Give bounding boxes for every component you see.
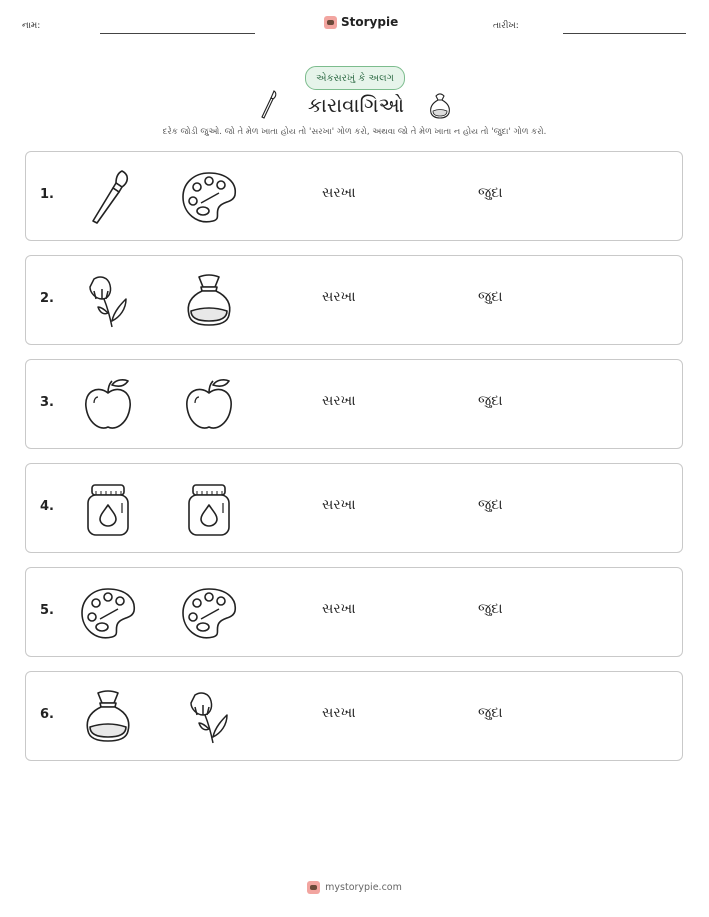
footer [0, 881, 709, 894]
instruction-text: દરેક જોડી જુઓ. જો તે મેળ ખાતા હોય તો 'સરખા' ગોળ કરો, અથવા જો તે મેળ ખાતા ન હોય તો 'જુદા' ગોળ કરો. [162, 127, 547, 137]
question-row [25, 567, 683, 657]
apple-icon [78, 375, 138, 435]
ink-jar-icon [179, 479, 239, 539]
paintbrush-icon [78, 167, 138, 227]
brand-logo [324, 15, 398, 29]
date-label: તારીખ: [493, 21, 519, 31]
different-option[interactable]: જુદા [478, 497, 503, 513]
question-number: 6. [40, 707, 54, 722]
brand-name: Storypie [341, 15, 399, 29]
palette-icon [78, 583, 138, 643]
same-option[interactable]: સરખા [322, 601, 356, 617]
different-option[interactable]: જુદા [478, 705, 503, 721]
different-option[interactable]: જુદા [478, 185, 503, 201]
question-number: 3. [40, 395, 54, 410]
question-number: 1. [40, 187, 54, 202]
flower-icon [78, 271, 138, 331]
different-option[interactable]: જુદા [478, 393, 503, 409]
title-paintbrush-icon [258, 89, 280, 121]
palette-icon [179, 583, 239, 643]
question-row [25, 463, 683, 553]
storypie-logo-icon [324, 16, 337, 29]
same-option[interactable]: સરખા [322, 705, 356, 721]
same-option[interactable]: સરખા [322, 393, 356, 409]
title-pigment-bag-icon [427, 91, 453, 119]
question-number: 5. [40, 603, 54, 618]
name-label: નામ: [22, 21, 41, 31]
different-option[interactable]: જુદા [478, 601, 503, 617]
page-title: કારાવાગિઓ [307, 93, 405, 117]
question-row [25, 359, 683, 449]
question-row [25, 255, 683, 345]
palette-icon [179, 167, 239, 227]
same-option[interactable]: સરખા [322, 185, 356, 201]
topic-tag: એકસરખું કે અલગ [305, 66, 405, 90]
footer-site: mystorypie.com [325, 882, 402, 893]
question-number: 2. [40, 291, 54, 306]
question-row [25, 151, 683, 241]
question-number: 4. [40, 499, 54, 514]
flower-icon [179, 687, 239, 747]
same-option[interactable]: સરખા [322, 289, 356, 305]
question-row [25, 671, 683, 761]
apple-icon [179, 375, 239, 435]
storypie-logo-icon [307, 881, 320, 894]
pigment-bag-icon [179, 271, 239, 331]
date-line[interactable] [563, 33, 686, 34]
name-line[interactable] [100, 33, 255, 34]
same-option[interactable]: સરખા [322, 497, 356, 513]
different-option[interactable]: જુદા [478, 289, 503, 305]
pigment-bag-icon [78, 687, 138, 747]
ink-jar-icon [78, 479, 138, 539]
